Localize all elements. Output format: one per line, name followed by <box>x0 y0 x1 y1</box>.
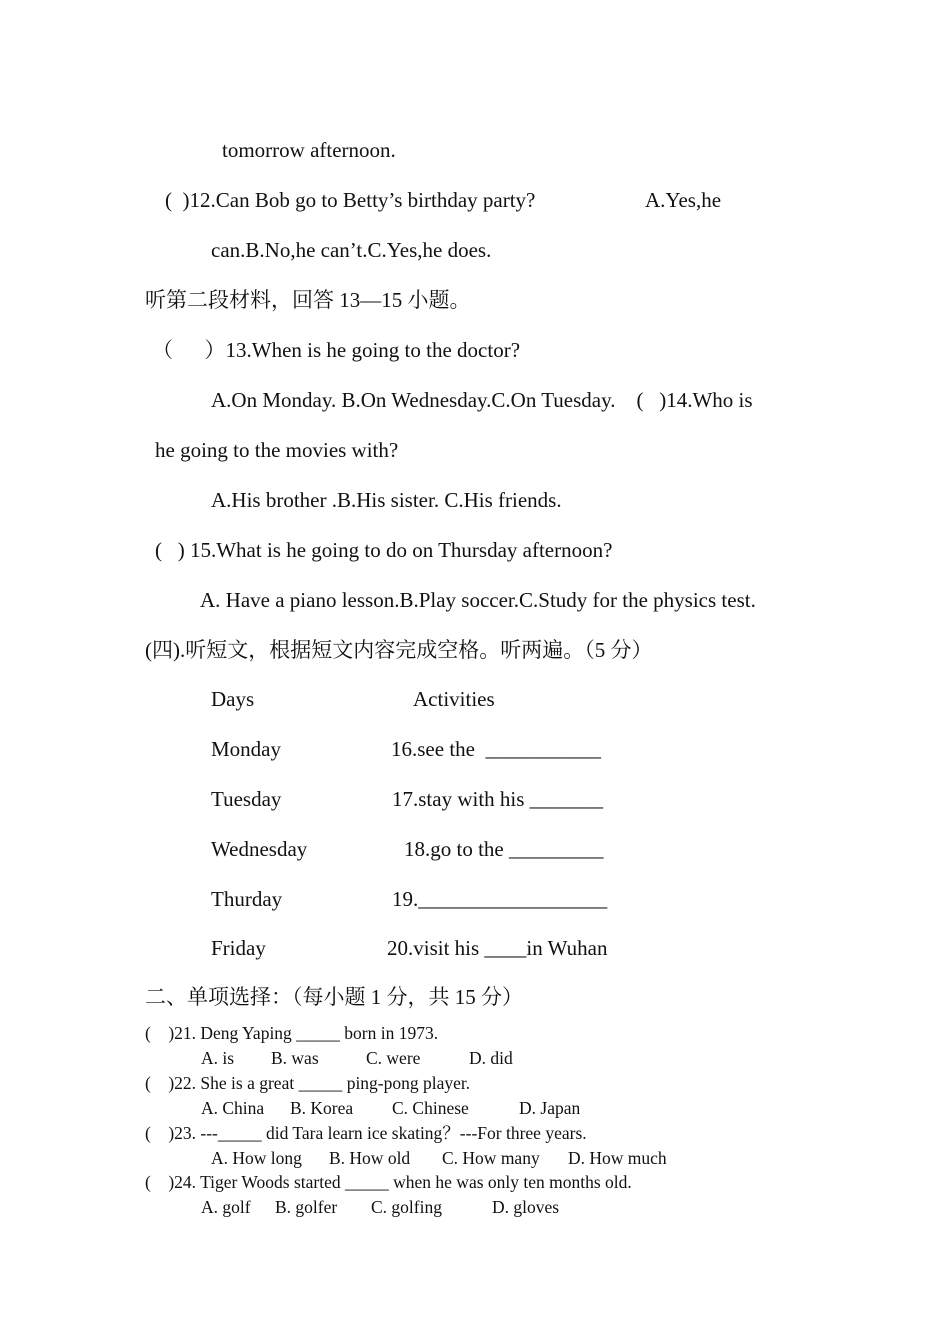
part-2-heading: 二、单项选择：（每小题 1 分，共 15 分） <box>145 985 523 1009</box>
q23-stem: ( )23. ---_____ did Tara learn ice skating？---For three years. <box>145 1123 587 1143</box>
q15-stem: ( ) 15.What is he going to do on Thursday afternoon? <box>155 538 613 562</box>
q23-option-a: A. How long <box>211 1148 302 1168</box>
q22-option-a: A. China <box>201 1098 265 1118</box>
q24-stem: ( )24. Tiger Woods started _____ when he was only ten months old. <box>145 1172 632 1192</box>
q21-option-a: A. is <box>201 1048 235 1068</box>
q23-option-d: D. How much <box>568 1148 667 1168</box>
q14-stem: he going to the movies with? <box>155 438 399 462</box>
q24-option-b: B. golfer <box>275 1197 338 1217</box>
q12-stem: ( )12.Can Bob go to Betty’s birthday party? <box>165 188 536 212</box>
q13-stem: （ ）13.When is he going to the doctor? <box>152 338 521 362</box>
table-row-day: Tuesday <box>211 787 282 811</box>
table-row-activity: 19.__________________ <box>392 887 608 911</box>
part-4-heading: (四).听短文，根据短文内容完成空格。听两遍。（5 分） <box>145 638 653 662</box>
q21-stem: ( )21. Deng Yaping _____ born in 1973. <box>145 1023 439 1043</box>
q12-options: can.B.No,he can’t.C.Yes,he does. <box>211 238 492 262</box>
table-row-day: Friday <box>211 936 266 960</box>
q24-option-a: A. golf <box>201 1197 251 1217</box>
q21-option-d: D. did <box>469 1048 513 1068</box>
table-row-activity: 18.go to the _________ <box>404 837 604 861</box>
section-2-heading: 听第二段材料，回答 13—15 小题。 <box>145 288 471 312</box>
q21-option-c: C. were <box>366 1048 421 1068</box>
q22-stem: ( )22. She is a great _____ ping-pong player. <box>145 1073 471 1093</box>
q13-options: A.On Monday. B.On Wednesday.C.On Tuesday. ( )14.Who is <box>211 388 753 412</box>
table-row-activity: 17.stay with his _______ <box>392 787 604 811</box>
table-row-activity: 16.see the ___________ <box>391 737 601 761</box>
q14-options: A.His brother .B.His sister. C.His friends. <box>211 488 562 512</box>
table-header-activities: Activities <box>413 687 495 711</box>
q15-options: A. Have a piano lesson.B.Play soccer.C.Study for the physics test. <box>200 588 756 612</box>
table-header-days: Days <box>211 687 255 711</box>
table-row-day: Monday <box>211 737 281 761</box>
q22-option-d: D. Japan <box>519 1098 581 1118</box>
q24-option-d: D. gloves <box>492 1197 560 1217</box>
q23-option-c: C. How many <box>442 1148 540 1168</box>
q23-option-b: B. How old <box>329 1148 411 1168</box>
q11-tail: tomorrow afternoon. <box>222 138 396 162</box>
q12-option-a: A.Yes,he <box>645 188 722 212</box>
q22-option-c: C. Chinese <box>392 1098 469 1118</box>
table-row-activity: 20.visit his ____in Wuhan <box>387 936 608 960</box>
q21-option-b: B. was <box>271 1048 319 1068</box>
q24-option-c: C. golfing <box>371 1197 442 1217</box>
table-row-day: Wednesday <box>211 837 308 861</box>
q22-option-b: B. Korea <box>290 1098 354 1118</box>
table-row-day: Thurday <box>211 887 283 911</box>
